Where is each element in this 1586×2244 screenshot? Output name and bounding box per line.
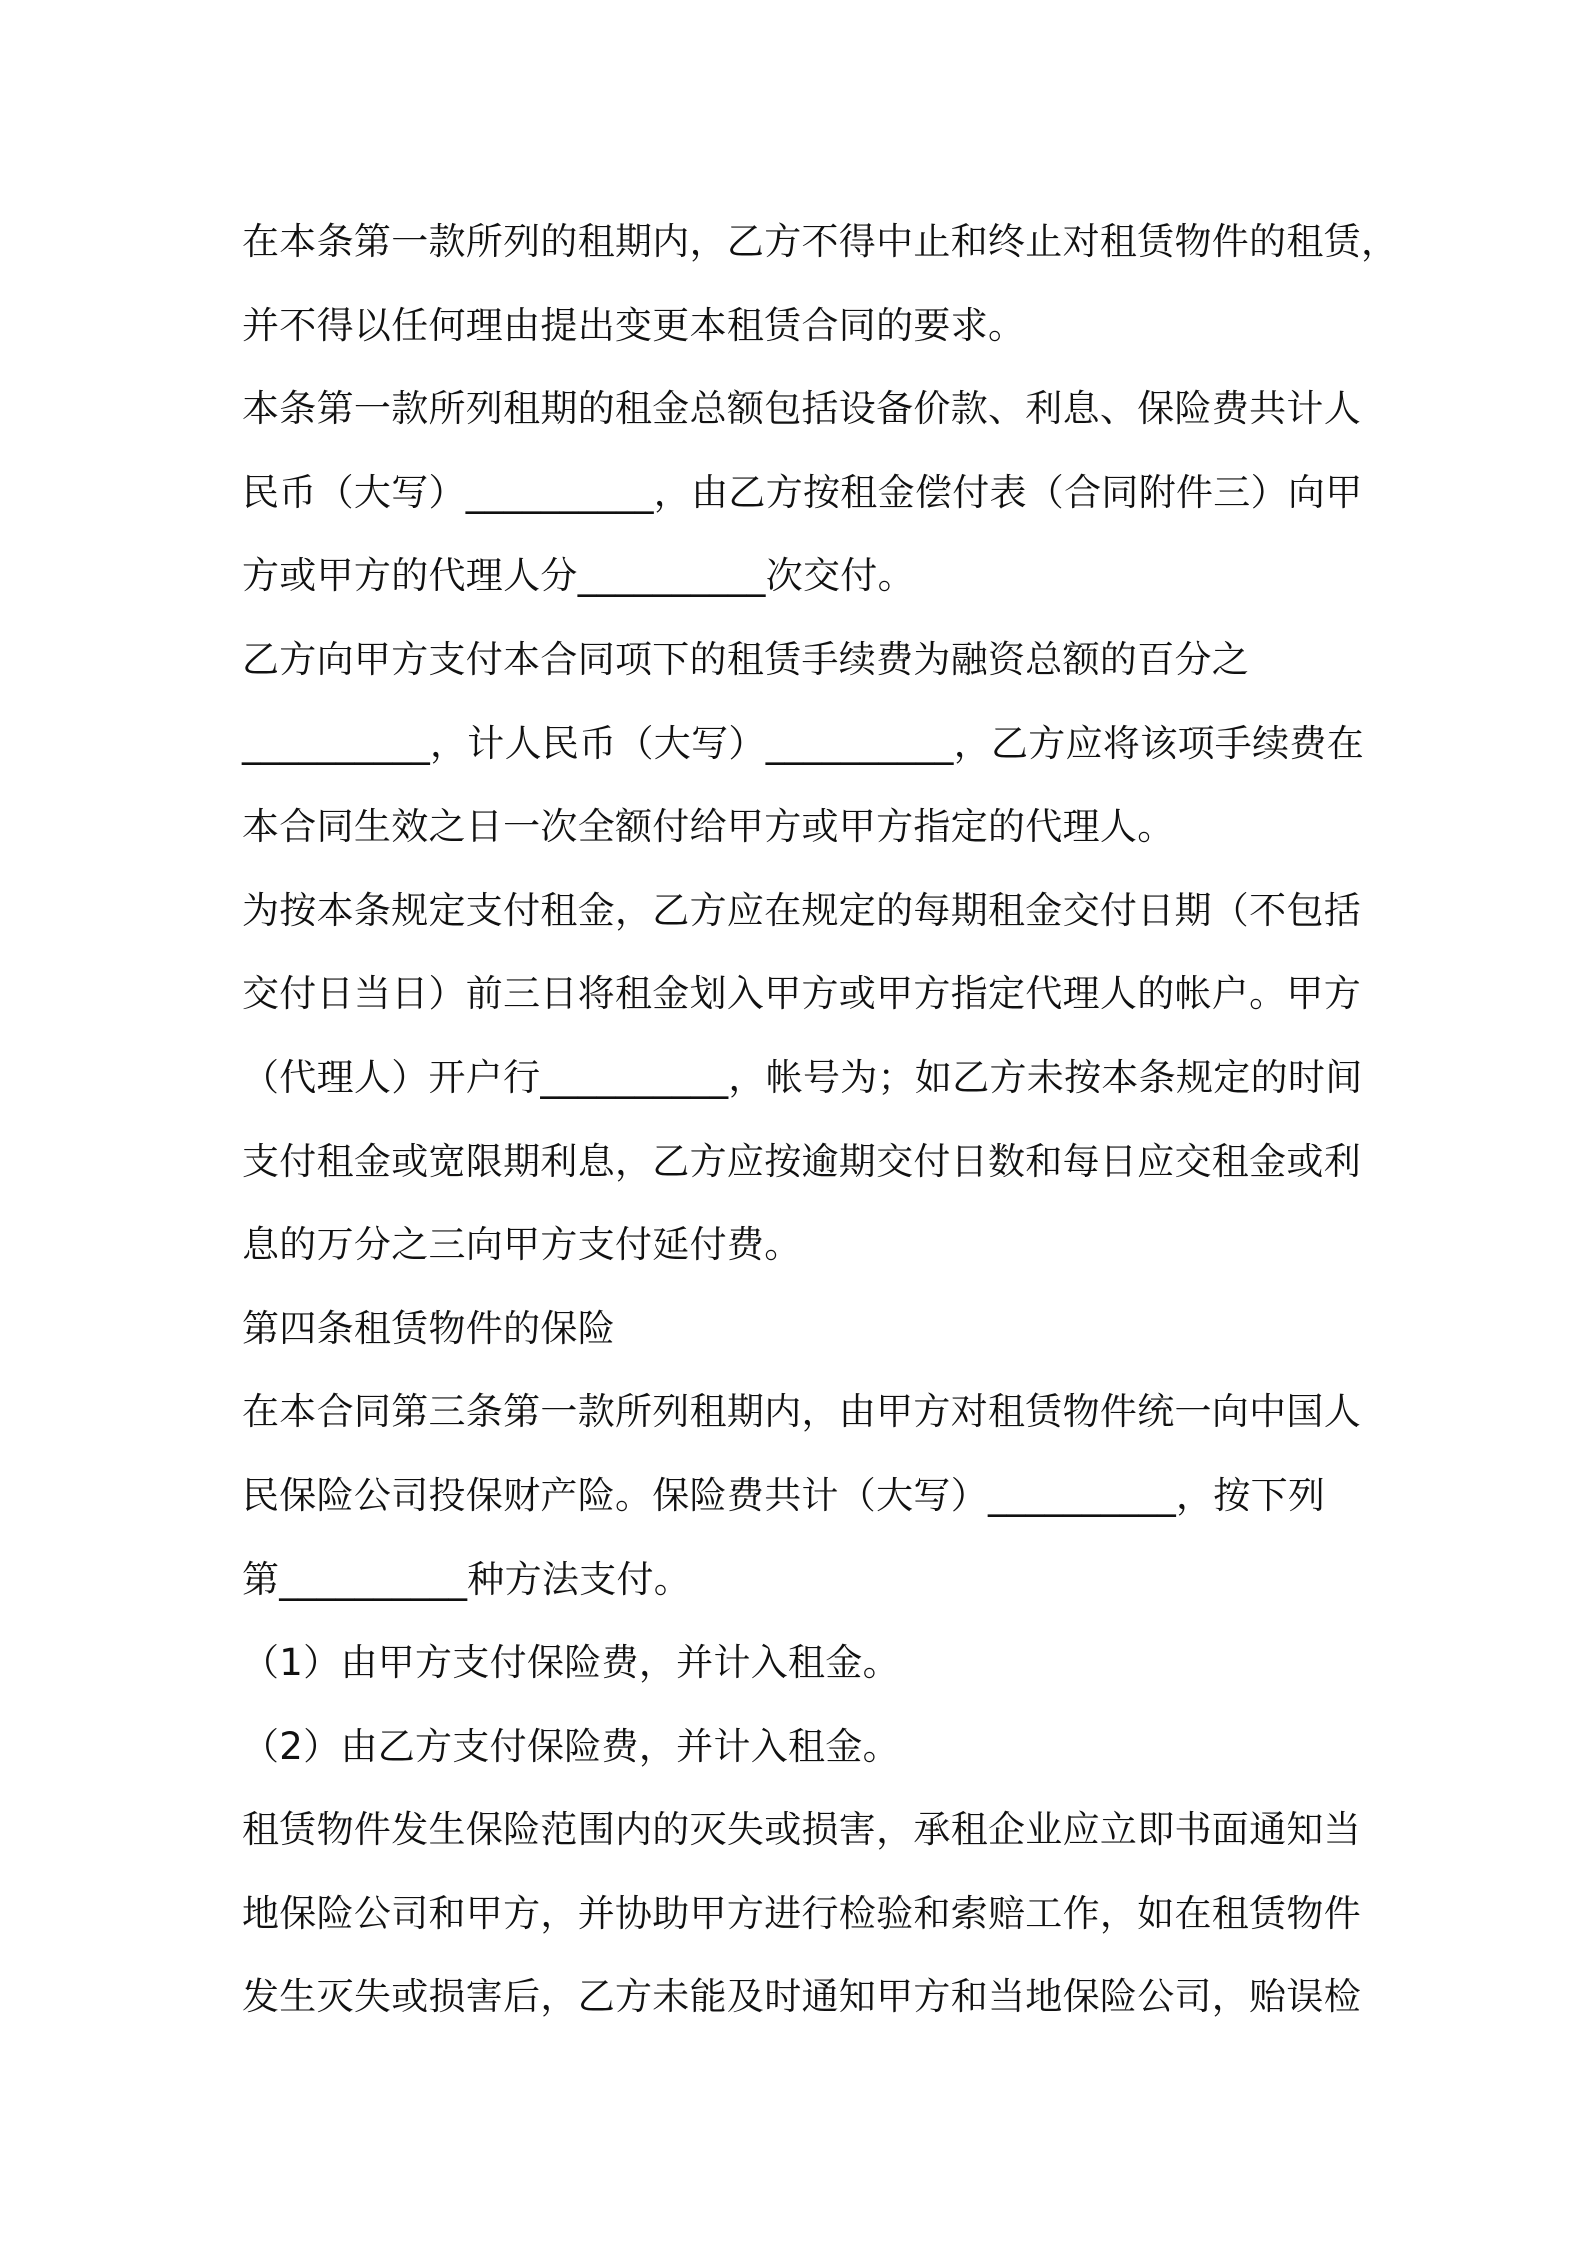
list-item: （1）由甲方支付保险费，并计入租金。 [242,1641,900,1685]
document-body [242,200,1399,2039]
text-line: 地保险公司和甲方，并协助甲方进行检验和索赔工作，如在租赁物件 [242,1891,1361,1935]
text-line: 第__________种方法支付。 [242,1557,692,1601]
text-line: 乙方向甲方支付本合同项下的租赁手续费为融资总额的百分之 [242,637,1250,681]
text-line: 本条第一款所列租期的租金总额包括设备价款、利息、保险费共计人 [242,387,1361,431]
text-line: 在本合同第三条第一款所列租期内，由甲方对租赁物件统一向中国人 [242,1390,1361,1434]
text-line: 息的万分之三向甲方支付延付费。 [242,1223,802,1267]
text-line: 交付日当日）前三日将租金划入甲方或甲方指定代理人的帐户。甲方 [242,972,1361,1016]
text-line: 支付租金或宽限期利息，乙方应按逾期交付日数和每日应交租金或利 [242,1139,1361,1183]
section-heading: 第四条租赁物件的保险 [242,1306,615,1350]
text-line: __________，计人民币（大写）__________，乙方应将该项手续费在 [242,721,1364,765]
text-line: 并不得以任何理由提出变更本租赁合同的要求。 [242,303,1026,347]
text-line: （代理人）开户行__________，帐号为；如乙方未按本条规定的时间 [242,1055,1363,1099]
text-line: 民保险公司投保财产险。保险费共计（大写）__________，按下列 [242,1473,1326,1517]
text-line: 发生灭失或损害后，乙方未能及时通知甲方和当地保险公司，贻误检 [242,1975,1361,2019]
list-item: （2）由乙方支付保险费，并计入租金。 [242,1724,900,1768]
text-line: 在本条第一款所列的租期内，乙方不得中止和终止对租赁物件的租赁， [242,220,1399,263]
text-line: 为按本条规定支付租金，乙方应在规定的每期租金交付日期（不包括 [242,888,1361,932]
text-line: 民币（大写）__________，由乙方按租金偿付表（合同附件三）向甲 [242,470,1363,514]
text-line: 本合同生效之日一次全额付给甲方或甲方指定的代理人。 [242,805,1175,849]
text-line: 租赁物件发生保险范围内的灭失或损害，承租企业应立即书面通知当 [242,1808,1361,1852]
text-line: 方或甲方的代理人分__________次交付。 [242,554,915,598]
